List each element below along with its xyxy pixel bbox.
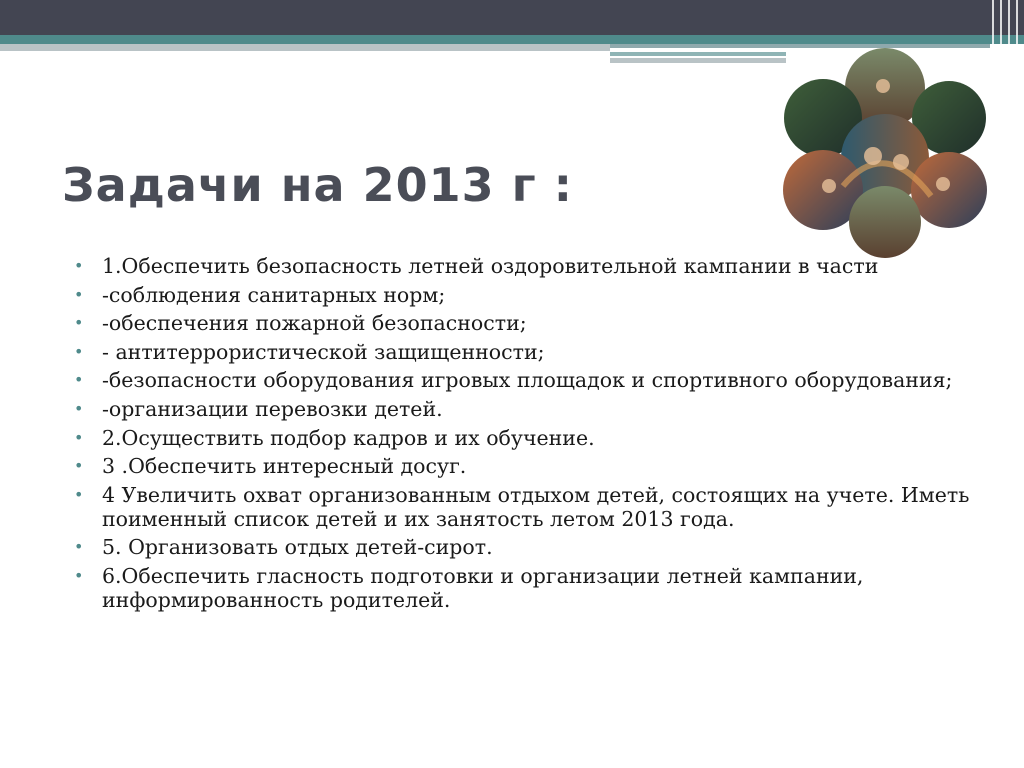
list-item (74, 535, 974, 559)
list-item-text: 2.Осуществить подбор кадров и их обучение. (102, 425, 595, 450)
header-band-teal (0, 35, 1024, 44)
list-item (74, 311, 974, 335)
list-item-text: 1.Обеспечить безопасность летней оздоровительной кампании в части (102, 254, 879, 278)
photo-collage-flower-image (783, 46, 988, 258)
bullet-icon: • (74, 313, 84, 333)
list-item (74, 426, 974, 450)
list-item (74, 254, 974, 278)
list-item-text: 5. Организовать отдых детей-сирот. (102, 535, 493, 560)
bullet-icon: • (74, 256, 84, 275)
list-item-text: -обеспечения пожарной безопасности; (102, 311, 527, 336)
list-item (74, 564, 974, 612)
header-vertical-lines (988, 0, 1024, 70)
list-item-text: -организации перевозки детей. (102, 396, 443, 421)
bullet-icon: • (74, 537, 84, 557)
list-item-text: 3 .Обеспечить интересный досуг. (102, 454, 467, 479)
header-band-dark (0, 0, 1024, 35)
list-item-text: -безопасности оборудования игровых площадок и спортивного оборудования; (102, 368, 953, 393)
bullet-icon: • (74, 370, 84, 390)
bullet-icon: • (74, 484, 84, 504)
bullet-icon: • (74, 284, 84, 304)
slide-title: Задачи на 2013 г : (62, 158, 574, 212)
header-band-teal-thin (610, 52, 786, 56)
header-band-grey (0, 44, 610, 51)
bullet-icon: • (74, 456, 84, 476)
list-item-text: -соблюдения санитарных норм; (102, 282, 446, 307)
list-item (74, 368, 974, 392)
list-item-text: 6.Обеспечить гласность подготовки и организации летней кампании, информированность родителей. (102, 563, 864, 612)
header-band-grey-thin (610, 58, 786, 63)
list-item (74, 397, 974, 421)
list-item (74, 340, 974, 364)
bullet-icon: • (74, 398, 84, 418)
task-list (74, 254, 974, 617)
list-item-text: - антитеррористической защищенности; (102, 339, 545, 364)
list-item (74, 454, 974, 478)
bullet-icon: • (74, 341, 84, 361)
list-item (74, 483, 974, 531)
list-item-text: 4 Увеличить охват организованным отдыхом детей, состоящих на учете. Иметь поименный список детей и их занятость летом 2013 года. (102, 482, 970, 531)
list-item (74, 283, 974, 307)
bullet-icon: • (74, 565, 84, 585)
bullet-icon: • (74, 427, 84, 447)
